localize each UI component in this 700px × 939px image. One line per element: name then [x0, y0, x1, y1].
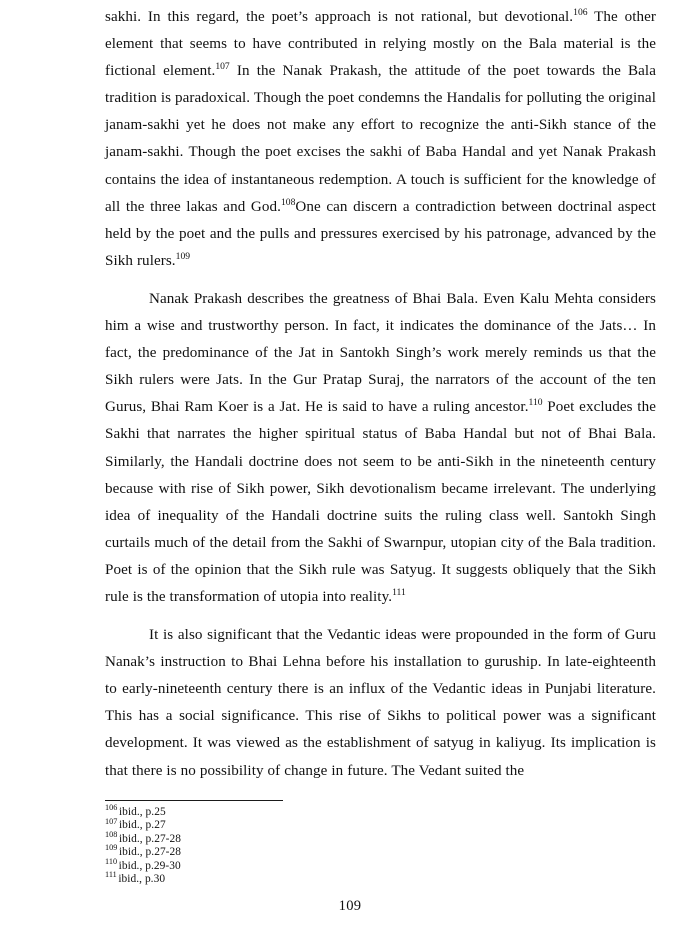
footnote-text: ibid., p.27 [118, 819, 166, 832]
footnote-marker: 107 [105, 816, 118, 826]
footnote-text: ibid., p.25 [118, 806, 166, 818]
body-text-column [105, 4, 656, 796]
footnote-text: ibid., p.27-28 [118, 846, 182, 859]
body-paragraph [105, 4, 656, 275]
footnote-reference[interactable]: 107 [215, 61, 230, 73]
page-number: 109 [338, 898, 362, 914]
footnote-marker: 111 [105, 870, 117, 880]
body-paragraph [105, 286, 656, 611]
body-paragraph [105, 622, 656, 785]
footnote-marker: 108 [105, 830, 118, 840]
footnote-reference[interactable]: 110 [528, 397, 543, 409]
footnote-separator-rule [105, 800, 283, 801]
footnote-entry [105, 843, 405, 859]
paragraph-text: The other element that seems to have contributed in relying mostly on the Bala material is the fictional element. [105, 9, 656, 80]
footnote-marker: 109 [105, 843, 118, 853]
footnote-reference[interactable]: 109 [175, 250, 191, 262]
footnote-text: ibid., p.29-30 [118, 859, 181, 872]
paragraph-text: sakhi. In this regard, the poet’s approach is not rational, but devotional. [105, 9, 574, 25]
footnote-entry [105, 870, 405, 886]
footnote-reference[interactable]: 111 [392, 586, 406, 598]
paragraph-list [105, 4, 656, 785]
footnote-entry [105, 816, 405, 832]
footnote-entry [105, 856, 405, 873]
footnote-marker: 110 [105, 856, 118, 866]
paragraph-text: One can discern a contradiction between doctrinal aspect held by the poet and the pulls and pressures exercised by his patronage, advanced by the Sikh rulers. [105, 198, 657, 269]
footnote-marker: 106 [105, 803, 118, 813]
footnote-text: ibid., p.27-28 [118, 832, 182, 845]
paragraph-text: Nanak Prakash describes the greatness of Bhai Bala. Even Kalu Mehta considers him a wise and trustworthy person. In fact, it indicates the dominance of the Jats… In fact, the predominance of the Jat in Santokh Singh’s work merely reminds us that the Sikh rulers were Jats. In the Gur Pratap Suraj, the narrators of the account of the ten Gurus, Bhai Ram Koer is a Jat. He is said to have a ruling ancestor. [105, 290, 656, 416]
footnote-entry [105, 830, 405, 846]
footnote-entry [105, 803, 405, 819]
footnote-reference[interactable]: 106 [573, 6, 588, 18]
paragraph-text: It is also significant that the Vedantic ideas were propounded in the form of Guru Nanak’s instruction to Bhai Lehna before his installation to guruship. In late-eighteenth to early-nineteenth century there is an influx of the Vedantic ideas in Punjabi literature. This has a social significance. This rise of Sikhs to political power was a significant development. It was viewed as the establishment of satyug in kaliyug. Its implication is that there is no possibility of change in future. The Vedant suited the [105, 627, 656, 779]
paragraph-text: In the Nanak Prakash, the attitude of the poet towards the Bala tradition is paradoxical. Though the poet condemns the Handalis for polluting the original janam-sakhi yet he does not make any effort to recognize the anti-Sikh stance of the janam-sakhi. Though the poet excises the sakhi of Baba Handal and yet Nanak Prakash contains the idea of instantaneous redemption. A touch is sufficient for the knowledge of all the three lakas and God. [105, 63, 656, 215]
footnote-list [105, 803, 405, 886]
paragraph-text: Poet excludes the Sakhi that narrates the higher spiritual status of Baba Handal but not of Bhai Bala. Similarly, the Handali doctrine does not seem to be anti-Sikh in the nineteenth century because with rise of Sikh power, Sikh devotionalism became irrelevant. The underlying idea of inequality of the Handali doctrine suits the ruling class well. Santokh Singh curtails much of the detail from the Sakhi of Swarnpur, utopian city of the Bala tradition. Poet is of the opinion that the Sikh rule was Satyug. It suggests obliquely that the Sikh rule is the transformation of utopia into reality. [105, 399, 656, 605]
footnote-reference[interactable]: 108 [281, 196, 296, 208]
footnote-entries [105, 803, 405, 886]
footnote-text: ibid., p.30 [118, 873, 166, 886]
